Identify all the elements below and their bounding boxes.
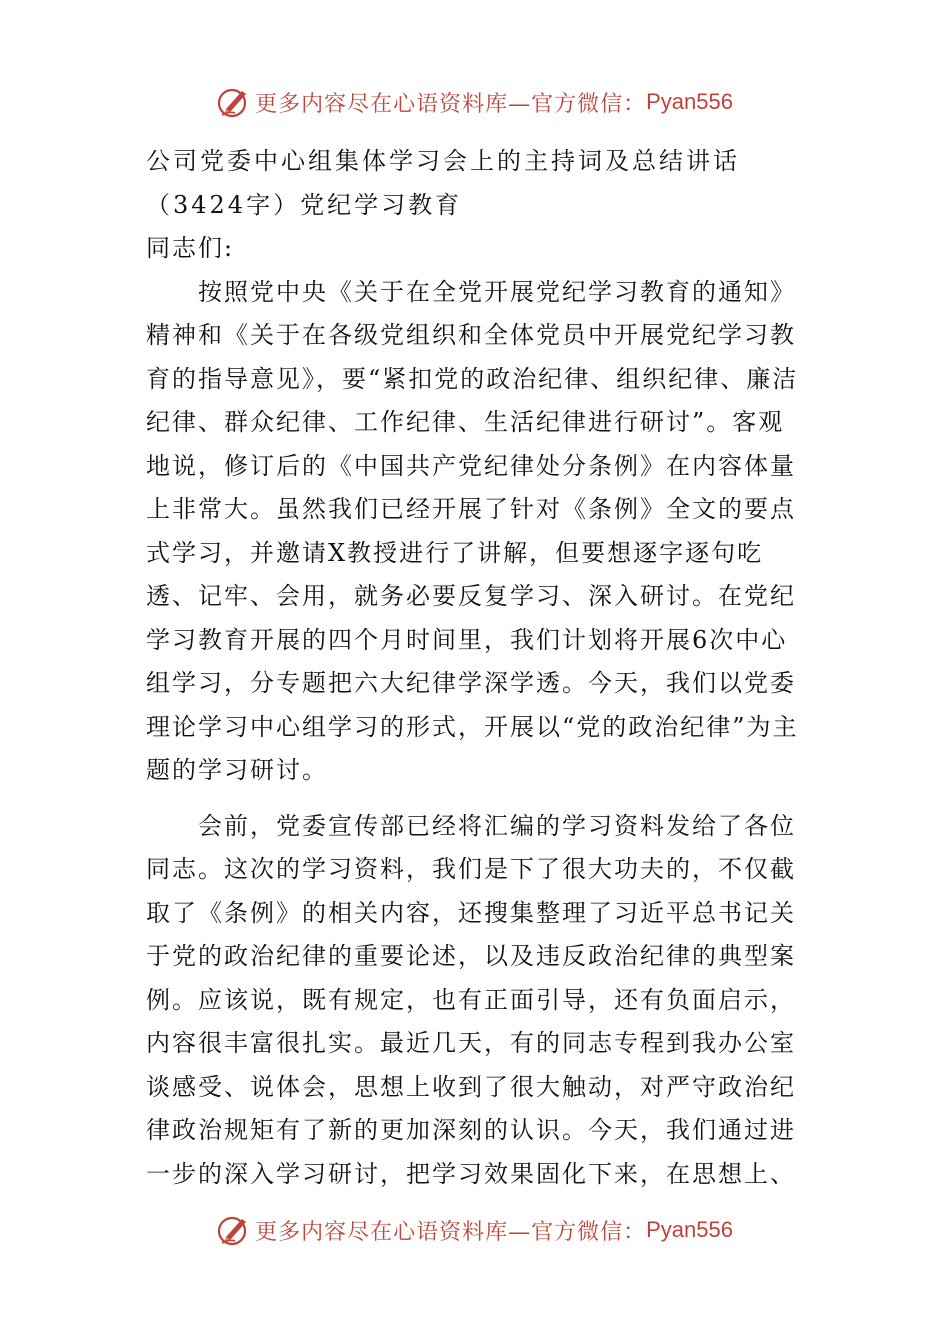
header-watermark-banner (0, 82, 950, 122)
banner-wechat-id: Pyan556 (646, 89, 733, 114)
pen-logo-icon (217, 85, 251, 119)
banner-text: 更多内容尽在心语资料库—官方微信： (255, 91, 647, 117)
footer-watermark-banner (0, 1210, 950, 1250)
paragraph-2: 会前，党委宣传部已经将汇编的学习资料发给了各位同志。这次的学习资料，我们是下了很大功夫的，不仅截取了《条例》的相关内容，还搜集整理了习近平总书记关于党的政治纪律的重要论述，以及违反政治纪律的典型案例。应该说，既有规定，也有正面引导，还有负面启示，内容很丰富很扎实。最近几天，有的同志专程到我办公室谈感受、说体会，思想上收到了很大触动，对严守政治纪律政治规矩有了新的更加深刻的认识。今天，我们通过进一步的深入学习研讨，把学习效果固化下来，在思想上、 (146, 811, 796, 1188)
banner-wechat-id: Pyan556 (646, 1217, 733, 1242)
salutation: 同志们: (146, 234, 235, 262)
paragraph-1: 按照党中央《关于在全党开展党纪学习教育的通知》精神和《关于在各级党组织和全体党员中开展党纪学习教育的指导意见》，要“紧扣党的政治纪律、组织纪律、廉洁纪律、群众纪律、工作纪律、生活纪律进行研讨”。客观地说，修订后的《中国共产党纪律处分条例》在内容体量上非常大。虽然我们已经开展了针对《条例》全文的要点式学习，并邀请X教授进行了讲解，但要想逐字逐句吃透、记牢、会用，就务必要反复学习、深入研讨。在党纪学习教育开展的四个月时间里，我们计划将开展6次中心组学习，分专题把六大纪律学深学透。今天，我们以党委理论学习中心组学习的形式，开展以“党的政治纪律”为主题的学习研讨。 (146, 277, 799, 784)
pen-logo-icon (217, 1213, 251, 1247)
document-title: 公司党委中心组集体学习会上的主持词及总结讲话（3424字）党纪学习教育 (146, 147, 740, 219)
document-body (146, 140, 810, 1196)
banner-text: 更多内容尽在心语资料库—官方微信： (255, 1219, 647, 1245)
